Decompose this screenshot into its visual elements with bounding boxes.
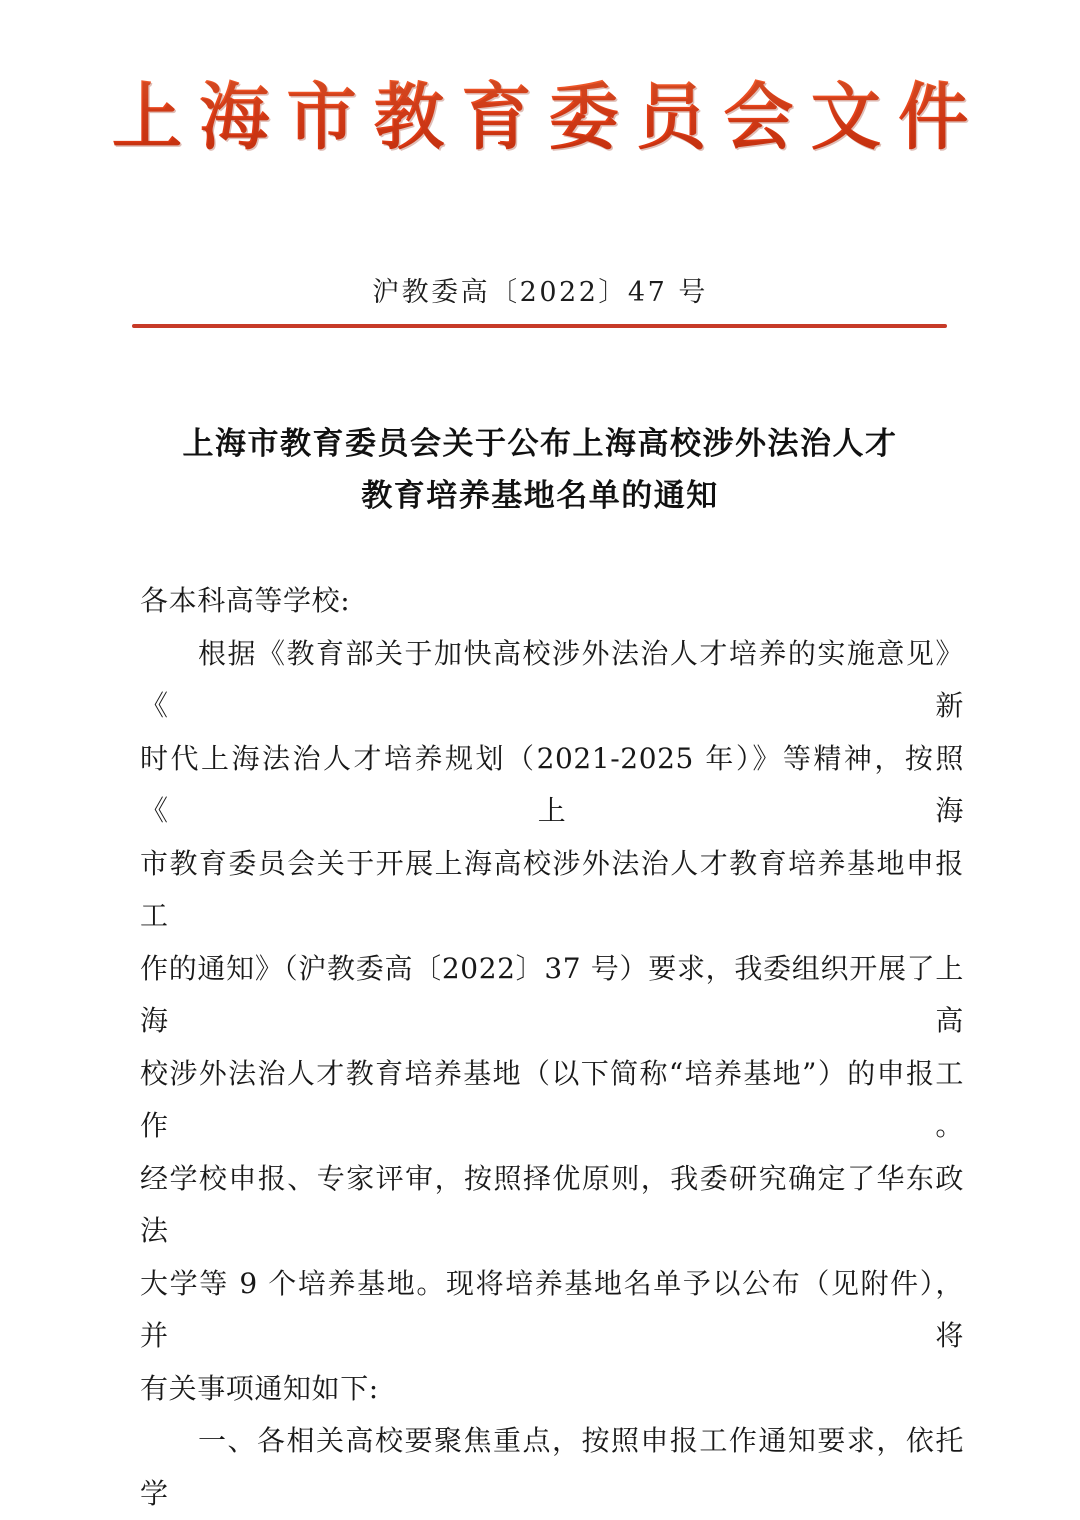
body-line-5: 校涉外法治人才教育培养基地（以下简称“培养基地”）的申报工作。: [140, 1056, 964, 1142]
body-line-1: 根据《教育部关于加快高校涉外法治人才培养的实施意见》《新: [140, 636, 964, 722]
body-line-4: 作的通知》（沪教委高〔2022〕37 号）要求，我委组织开展了上海高: [140, 951, 964, 1037]
numbered-item-one: 一、各相关高校要聚焦重点，按照申报工作通知要求，依托学: [140, 1424, 964, 1510]
body-line-8: 有关事项通知如下:: [140, 1371, 379, 1405]
body-line-3: 市教育委员会关于开展上海高校涉外法治人才教育培养基地申报工: [140, 846, 964, 932]
title-line-1: 上海市教育委员会关于公布上海高校涉外法治人才: [182, 426, 898, 462]
document-body: [140, 575, 964, 1520]
salutation: 各本科高等学校:: [140, 584, 351, 617]
red-separator-rule: [132, 324, 947, 328]
title-line-2: 教育培养基地名单的通知: [361, 478, 719, 514]
masthead: [0, 74, 1080, 160]
body-line-2: 时代上海法治人才培养规划（2021-2025 年）》等精神，按照《上海: [140, 741, 964, 827]
document-number: [0, 270, 1080, 309]
body-line-6: 经学校申报、专家评审，按照择优原则，我委研究确定了华东政法: [140, 1161, 964, 1247]
masthead-title: 上海市教育委员会文件: [95, 78, 986, 157]
page-title: [0, 418, 1080, 522]
document-number-text: 沪教委高〔2022〕47 号: [372, 277, 708, 308]
body-line-7: 大学等 9 个培养基地。现将培养基地名单予以公布（见附件），并将: [140, 1266, 964, 1352]
